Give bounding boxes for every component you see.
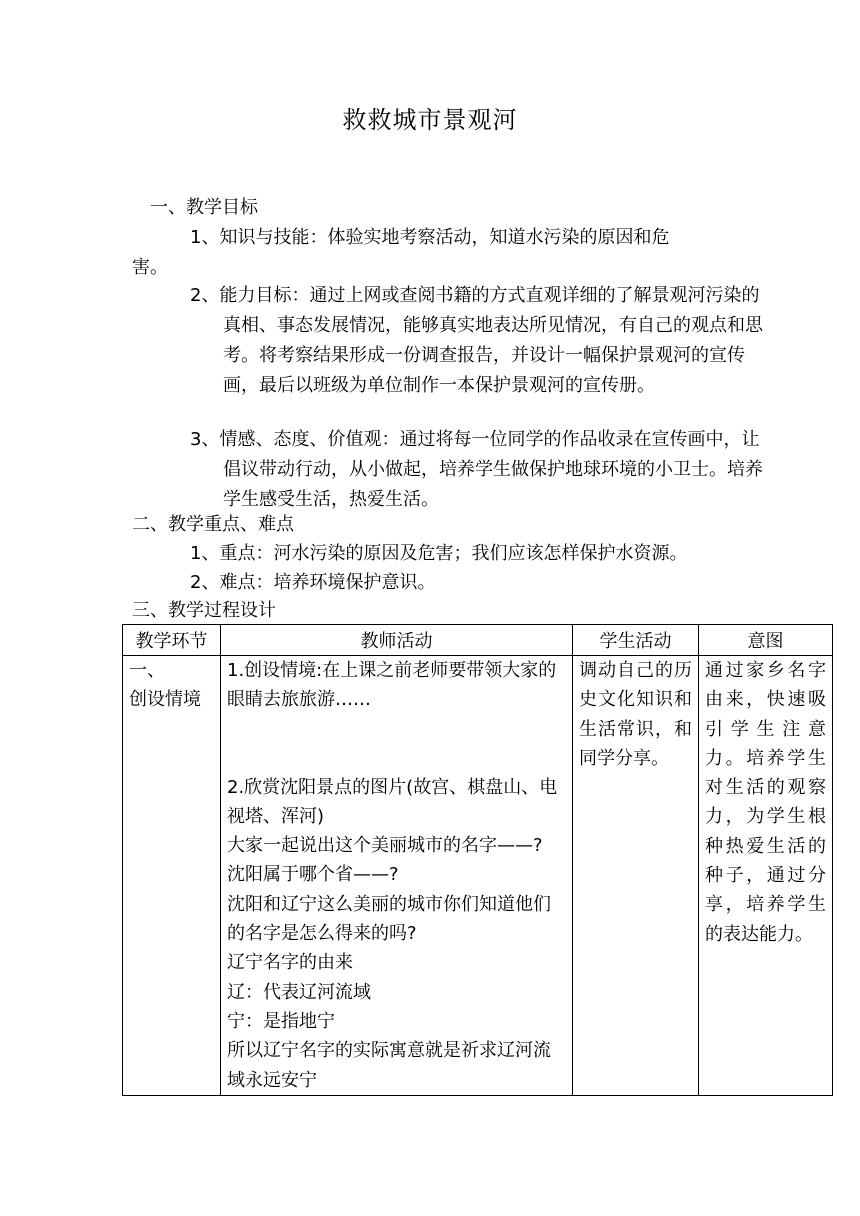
teacher-line: 所以辽宁名字的实际寓意就是祈求辽河流域永远安宁	[227, 1040, 551, 1091]
difficult-point: 2、难点：培养环境保护意识。	[190, 572, 436, 593]
teacher-line: 辽宁名字的由来	[227, 952, 353, 974]
objective-1-line-2: 害。	[132, 257, 168, 278]
stage-cell	[123, 656, 221, 1096]
teacher-line: 大家一起说出这个美丽城市的名字——?	[227, 835, 543, 857]
header-student-activity: 学生活动	[573, 625, 699, 656]
teacher-step-2: 2.欣赏沈阳景点的图片(故宫、棋盘山、电视塔、浑河)	[227, 776, 558, 827]
header-intent: 意图	[699, 625, 833, 656]
table-header-row	[123, 625, 833, 656]
document-title: 救救城市景观河	[342, 106, 518, 134]
objective-3: 3、情感、态度、价值观：通过将每一位同学的作品收录在宣传画中，让倡议带动行动，从小做起，培养学生做保护地球环境的小卫士。培养学生感受生活，热爱生活。	[190, 429, 763, 510]
table-row	[123, 656, 833, 1096]
key-point: 1、重点：河水污染的原因及危害；我们应该怎样保护水资源。	[190, 543, 688, 564]
section-1-heading: 一、教学目标	[150, 197, 258, 218]
objective-1-line-1: 1、知识与技能：体验实地考察活动，知道水污染的原因和危	[190, 227, 670, 248]
teacher-line: 沈阳属于哪个省——?	[227, 864, 399, 886]
student-activity-cell: 调动自己的历史文化知识和生活常识，和同学分享。	[573, 656, 699, 1096]
lesson-process-table	[122, 624, 833, 1096]
section-2-heading: 二、教学重点、难点	[132, 514, 294, 535]
teacher-line: 辽：代表辽河流域	[227, 981, 371, 1003]
teacher-step-1: 1.创设情境:在上课之前老师要带领大家的眼睛去旅旅游……	[227, 660, 557, 711]
intent-cell: 通过家乡名字由来，快速吸引学生注意力。培养学生对生活的观察力，为学生根种热爱生活的种子，通过分享，培养学生的表达能力。	[699, 656, 833, 1096]
teacher-activity-cell	[221, 656, 573, 1096]
stage-name: 创设情境	[129, 689, 201, 711]
teacher-line: 沈阳和辽宁这么美丽的城市你们知道他们的名字是怎么得来的吗?	[227, 893, 551, 945]
header-teacher-activity: 教师活动	[221, 625, 573, 656]
objective-2: 2、能力目标：通过上网或查阅书籍的方式直观详细的了解景观河污染的真相、事态发展情况，能够真实地表达所见情况，有自己的观点和思考。将考察结果形成一份调查报告，并设计一幅保护景观河的宣传画，最后以班级为单位制作一本保护景观河的宣传册。	[190, 285, 763, 396]
header-stage: 教学环节	[123, 625, 221, 656]
teacher-line: 宁：是指地宁	[227, 1010, 335, 1032]
section-3-heading: 三、教学过程设计	[132, 600, 276, 621]
stage-number: 一、	[129, 660, 165, 681]
